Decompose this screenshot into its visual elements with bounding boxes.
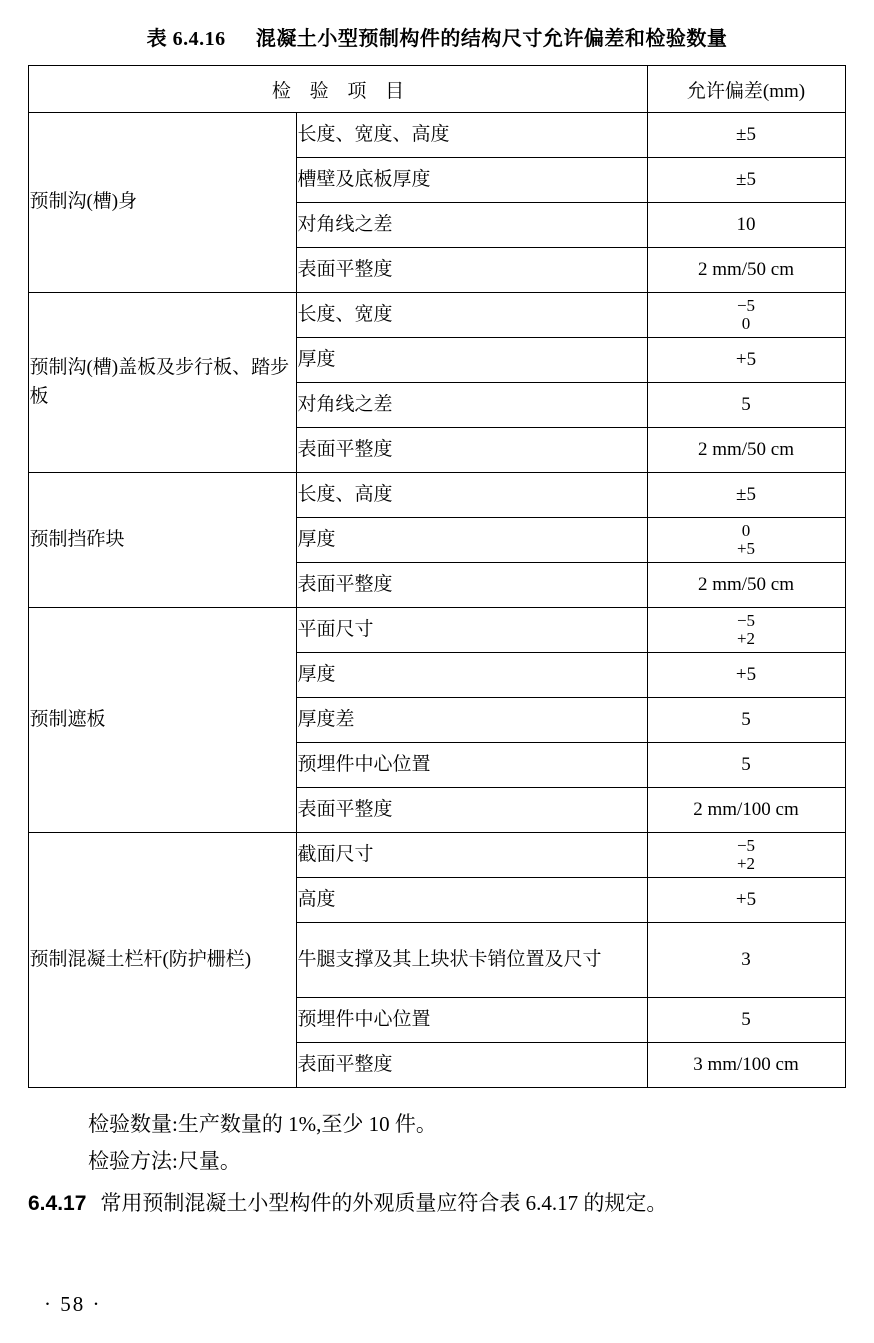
item-cell: 表面平整度	[297, 1043, 647, 1088]
item-cell: 牛腿支撑及其上块状卡销位置及尺寸	[297, 923, 647, 998]
tolerance-cell: 2 mm/50 cm	[647, 428, 845, 473]
tolerance-lower: +5	[736, 539, 756, 558]
item-cell: 截面尺寸	[297, 833, 647, 878]
clause-number: 6.4.17	[28, 1191, 87, 1215]
item-cell: 长度、宽度	[297, 293, 647, 338]
item-cell: 对角线之差	[297, 203, 647, 248]
tolerance-cell: +5	[647, 338, 845, 383]
tolerance-cell: 2 mm/50 cm	[647, 248, 845, 293]
tolerance-cell: 5	[647, 998, 845, 1043]
tolerance-cell	[647, 293, 845, 338]
tolerance-upper: 0	[741, 521, 751, 541]
tolerance-cell: 5	[647, 698, 845, 743]
item-cell: 厚度	[297, 518, 647, 563]
inspection-quantity: 检验数量:生产数量的 1%,至少 10 件。	[88, 1112, 437, 1136]
item-cell: 预埋件中心位置	[297, 743, 647, 788]
category-cell: 预制挡砟块	[29, 473, 297, 608]
tolerance-cell	[647, 833, 845, 878]
item-cell: 表面平整度	[297, 428, 647, 473]
item-cell: 对角线之差	[297, 383, 647, 428]
table-row	[29, 833, 845, 878]
clause-6-4-17	[0, 1186, 874, 1222]
tolerance-table	[28, 65, 845, 1088]
tolerance-cell: 10	[647, 203, 845, 248]
tolerance-cell	[647, 518, 845, 563]
tolerance-cell: 5	[647, 383, 845, 428]
tolerance-cell: ±5	[647, 113, 845, 158]
item-cell: 高度	[297, 878, 647, 923]
item-cell: 厚度	[297, 338, 647, 383]
tolerance-cell: 5	[647, 743, 845, 788]
tolerance-upper: −5	[736, 611, 756, 631]
inspection-method: 检验方法:尺量。	[88, 1148, 241, 1173]
item-cell: 表面平整度	[297, 248, 647, 293]
header-inspection-item: 检 验 项 目	[29, 66, 647, 113]
table-header-row	[29, 66, 845, 113]
table-row	[29, 473, 845, 518]
item-cell: 表面平整度	[297, 788, 647, 833]
tolerance-cell: 2 mm/50 cm	[647, 563, 845, 608]
tolerance-upper: −5	[736, 836, 756, 856]
table-body	[29, 113, 845, 1088]
tolerance-cell: +5	[647, 653, 845, 698]
tolerance-cell: 2 mm/100 cm	[647, 788, 845, 833]
tolerance-cell: +5	[647, 878, 845, 923]
header-tolerance: 允许偏差(mm)	[647, 66, 845, 113]
category-cell: 预制混凝土栏杆(防护栅栏)	[29, 833, 297, 1088]
page-number: · 58 ·	[44, 1292, 102, 1316]
tolerance-lower: 0	[741, 314, 751, 333]
table-title-number: 表 6.4.16	[146, 28, 226, 50]
tolerance-cell: 3 mm/100 cm	[647, 1043, 845, 1088]
category-cell: 预制沟(槽)身	[29, 113, 297, 293]
tolerance-cell: 3	[647, 923, 845, 998]
category-cell: 预制遮板	[29, 608, 297, 833]
table-row	[29, 113, 845, 158]
clause-text: 常用预制混凝土小型构件的外观质量应符合表 6.4.17 的规定。	[100, 1190, 668, 1215]
inspection-notes	[0, 1106, 874, 1180]
table-title	[0, 0, 874, 65]
tolerance-cell: ±5	[647, 473, 845, 518]
item-cell: 表面平整度	[297, 563, 647, 608]
tolerance-lower: +2	[736, 629, 756, 648]
item-cell: 长度、宽度、高度	[297, 113, 647, 158]
item-cell: 厚度差	[297, 698, 647, 743]
table-row	[29, 293, 845, 338]
item-cell: 预埋件中心位置	[297, 998, 647, 1043]
item-cell: 槽壁及底板厚度	[297, 158, 647, 203]
item-cell: 平面尺寸	[297, 608, 647, 653]
item-cell: 长度、高度	[297, 473, 647, 518]
tolerance-lower: +2	[736, 854, 756, 873]
tolerance-cell: ±5	[647, 158, 845, 203]
item-cell: 厚度	[297, 653, 647, 698]
tolerance-cell	[647, 608, 845, 653]
table-row	[29, 608, 845, 653]
category-cell: 预制沟(槽)盖板及步行板、踏步板	[29, 293, 297, 473]
tolerance-upper: −5	[736, 296, 756, 316]
table-title-text: 混凝土小型预制构件的结构尺寸允许偏差和检验数量	[255, 28, 728, 50]
